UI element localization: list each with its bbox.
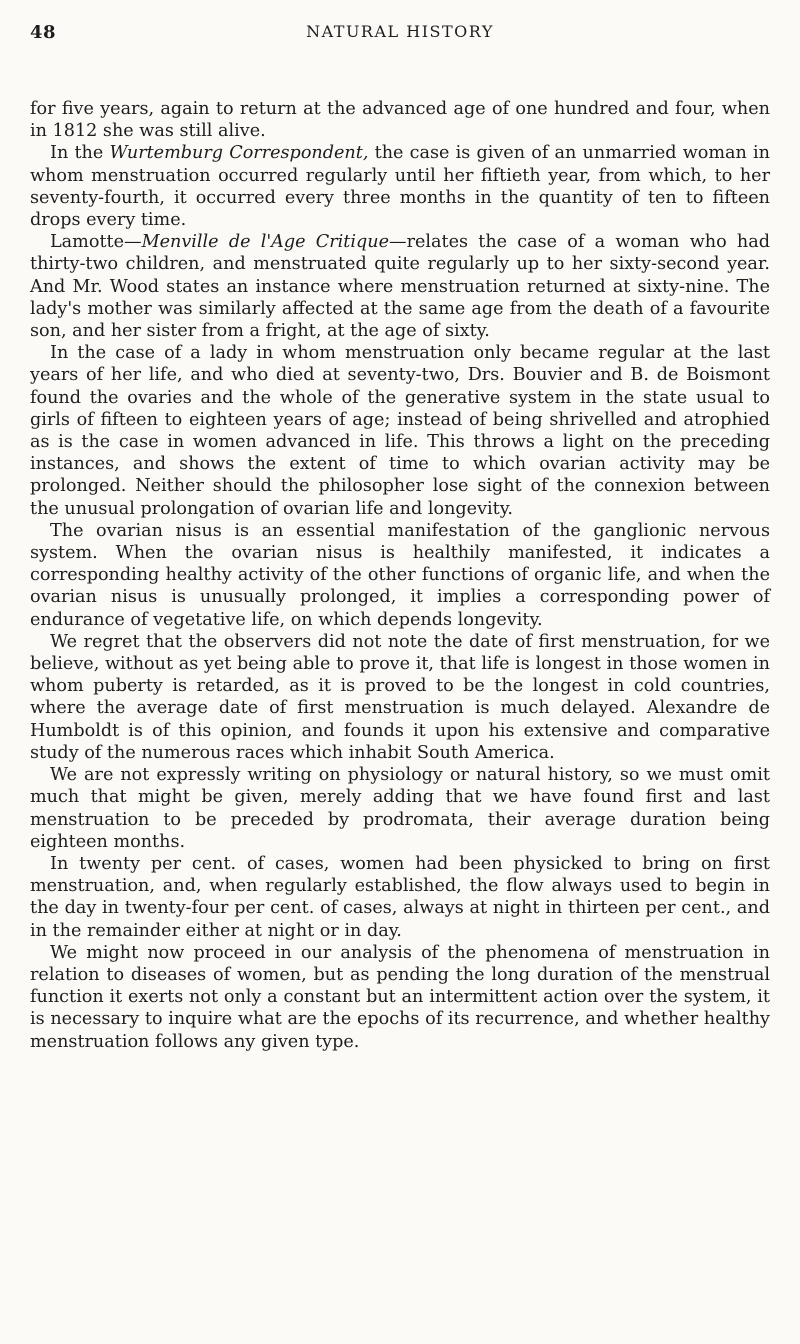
paragraph: The ovarian nisus is an essential manifestation of the ganglionic nervous system. When the ovarian nisus is healthily manifested, it indicates a corresponding healthy activity of the other functions of organic life, and when the ovarian nisus is unusually prolonged, it implies a corresponding power of endurance of vegetative life, on which depends longevity. [30,520,770,630]
paragraph-text: —relates the case of a woman who had thirty-two children, and menstruated quite regularly up to her sixty-second year. And Mr. Wood states an instance where menstruation returned at sixty-nine. The lady's mother was similarly affected at the same age from the death of a favourite son, and her sister from a fright, at the age of sixty. [30,232,770,342]
running-head: NATURAL HISTORY [306,22,494,41]
paragraph: We regret that the observers did not note the date of first menstruation, for we believe, without as yet being able to prove it, that life is longest in those women in whom puberty is retarded, as it is proved to be the longest in cold countries, where the average date of first menstruation is much delayed. Alexandre de Humboldt is of this opinion, and founds it upon his extensive and comparative study of the numerous races which inhabit South America. [30,631,770,763]
paragraph-text: Lamotte— [50,232,142,253]
paragraph-text: the case is given of an unmarried woman in whom menstruation occurred regularly until her fiftieth year, from which, to her seventy-fourth, it occurred every three months in the quantity of ten to fifteen drops every time. [30,143,771,231]
body-text [30,98,770,1053]
paragraph-text: In the [50,143,110,164]
paragraph: We might now proceed in our analysis of the phenomena of menstruation in relation to diseases of women, but as pending the long duration of the menstrual function it exerts not only a constant but an intermittent action over the system, it is necessary to inquire what are the epochs of its recurrence, and whether healthy menstruation follows any given type. [30,942,770,1052]
paragraph [30,231,770,342]
page-number: 48 [30,22,57,43]
book-page [30,22,770,1053]
paragraph: for five years, again to return at the advanced age of one hundred and four, when in 1812 she was still alive. [30,99,770,142]
publication-title: Wurtemburg Correspondent, [109,143,369,164]
publication-title: Menville de l'Age Critique [141,232,389,253]
paragraph: We are not expressly writing on physiology or natural history, so we must omit much that might be given, merely adding that we have found first and last menstruation to be preceded by prodromata, their average duration being eighteen months. [30,765,770,852]
paragraph [30,142,770,231]
paragraph: In twenty per cent. of cases, women had been physicked to bring on first menstruation, and, when regularly established, the flow always used to begin in the day in twenty-four per cent. of cases, always at night in thirteen per cent., and in the remainder either at night or in day. [30,853,770,941]
paragraph: In the case of a lady in whom menstruation only became regular at the last years of her life, and who died at seventy-two, Drs. Bouvier and B. de Boismont found the ovaries and the whole of the generative system in the state usual to girls of fifteen to eighteen years of age; instead of being shrivelled and atrophied as is the case in women advanced in life. This throws a light on the preceding instances, and shows the extent of time to which ovarian activity may be prolonged. Neither should the philosopher lose sight of the connexion between the unusual prolongation of ovarian life and longevity. [30,343,770,519]
page-header [30,22,770,62]
